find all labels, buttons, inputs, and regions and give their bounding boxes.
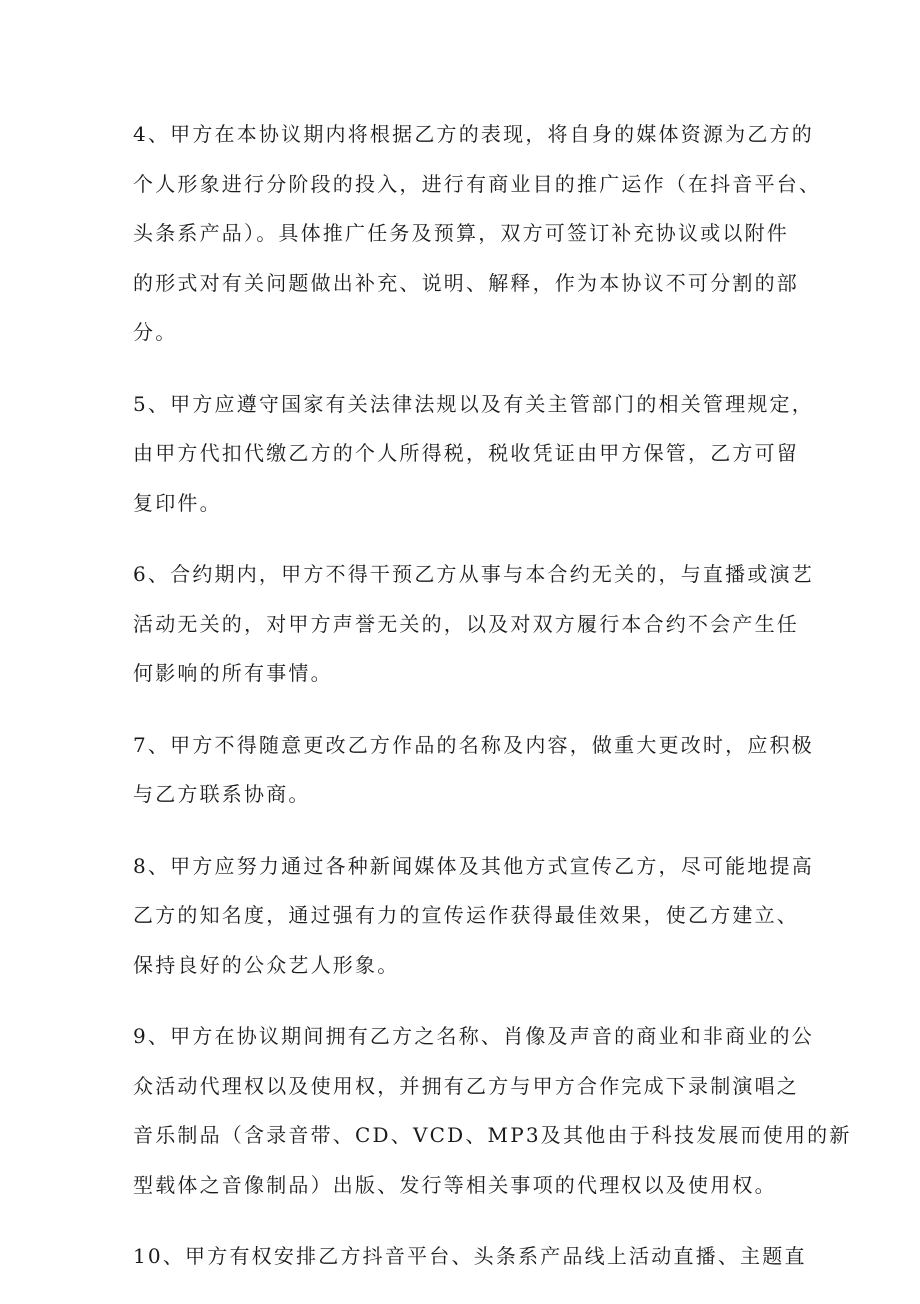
text-line: 乙方的知名度，通过强有力的宣传运作获得最佳效果，使乙方建立、 (133, 903, 799, 927)
text-line: 9、甲方在协议期间拥有乙方之名称、肖像及声音的商业和非商业的公 (133, 1024, 814, 1048)
clause-10 (133, 1232, 807, 1282)
text-line: 的形式对有关问题做出补充、说明、解释，作为本协议不可分割的部 (133, 270, 799, 295)
text-line: 头条系产品）。具体推广任务及预算，双方可签订补充协议或以附件 (133, 221, 789, 245)
clause-6 (133, 550, 814, 699)
text-line: 保持良好的公众艺人形象。 (133, 952, 400, 977)
text-line: 众活动代理权以及使用权，并拥有乙方与甲方合作完成下录制演唱之 (133, 1073, 799, 1098)
clause-8 (133, 842, 814, 991)
text-line: 10、甲方有权安排乙方抖音平台、头条系产品线上活动直播、主题直 (133, 1244, 807, 1268)
clause-5 (133, 380, 814, 529)
text-line: 由甲方代扣代缴乙方的个人所得税，税收凭证由甲方保管，乙方可留 (133, 441, 799, 465)
clause-4 (133, 110, 822, 358)
text-line: 何影响的所有事情。 (133, 661, 333, 685)
text-line: 与乙方联系协商。 (133, 782, 311, 806)
text-line: 复印件。 (133, 490, 222, 515)
text-line: 型载体之音像制品）出版、发行等相关事项的代理权以及使用权。 (133, 1172, 777, 1197)
text-line: 6、合约期内，甲方不得干预乙方从事与本合约无关的，与直播或演艺 (133, 562, 814, 586)
text-line: 个人形象进行分阶段的投入，进行有商业目的推广运作（在抖音平台、 (133, 171, 822, 196)
clause-7 (133, 721, 814, 820)
clause-9 (133, 1012, 852, 1210)
text-line: 7、甲方不得随意更改乙方作品的名称及内容，做重大更改时，应积极 (133, 732, 814, 757)
text-line: 活动无关的，对甲方声誉无关的，以及对双方履行本合约不会产生任 (133, 611, 799, 636)
text-line: 8、甲方应努力通过各种新闻媒体及其他方式宣传乙方，尽可能地提高 (133, 853, 814, 878)
text-line: 5、甲方应遵守国家有关法律法规以及有关主管部门的相关管理规定， (133, 391, 814, 416)
text-line: 4、甲方在本协议期内将根据乙方的表现，将自身的媒体资源为乙方的 (133, 122, 814, 146)
contract-text (133, 110, 852, 1304)
text-line: 音乐制品（含录音带、CD、VCD、MP3及其他由于科技发展而使用的新 (133, 1123, 852, 1147)
text-line: 分。 (133, 320, 178, 344)
